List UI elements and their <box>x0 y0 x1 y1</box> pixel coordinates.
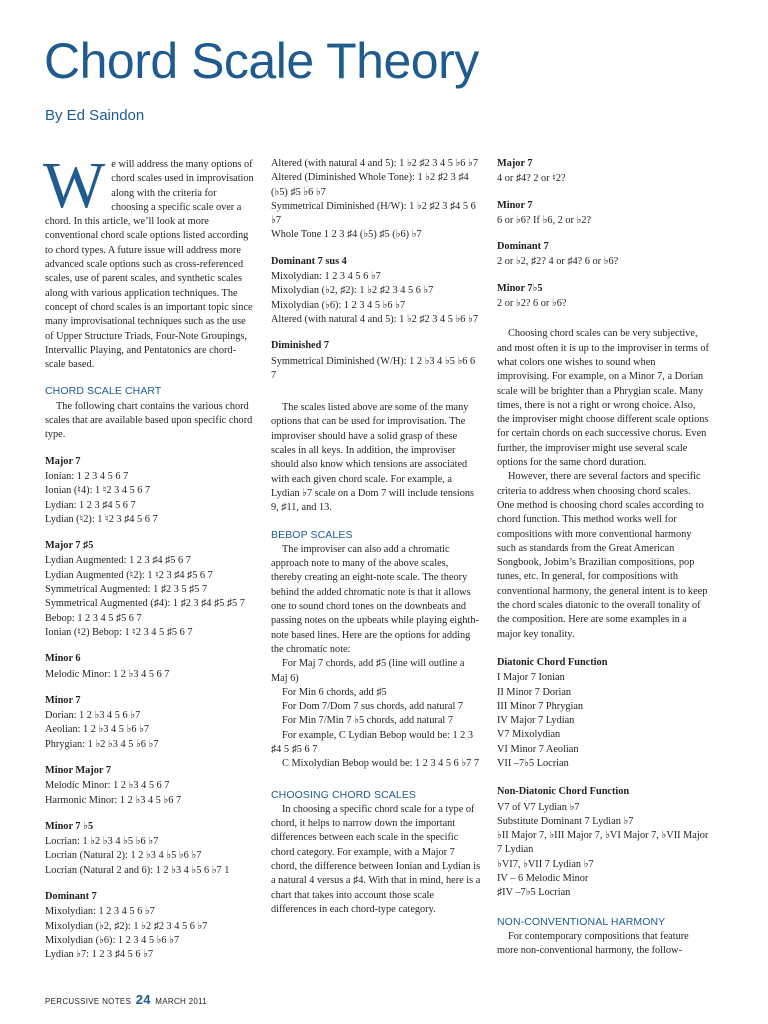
group-heading: Minor 7 <box>497 199 533 211</box>
function-line: V7 Mixolydian <box>497 729 561 741</box>
scale-group <box>45 539 256 640</box>
scale-line: Lydian Augmented (♮2): 1 ♮2 3 ♯4 ♯5 6 7 <box>45 569 213 581</box>
bebop-option: For Min 7/Min 7 ♭5 chords, add natural 7 <box>282 715 454 727</box>
column-3 <box>497 157 709 959</box>
function-line: III Minor 7 Phrygian <box>497 700 584 712</box>
bebop-option: For example, C Lydian Bebop would be: 1 2 3 ♯4 5 ♯5 6 7 <box>271 729 474 755</box>
scale-group <box>45 890 256 962</box>
scale-line: Locrian: 1 ♭2 ♭3 4 ♭5 ♭6 ♭7 <box>45 836 159 848</box>
scale-line: Mixolydian: 1 2 3 4 5 6 ♭7 <box>271 271 381 283</box>
scale-group <box>45 820 256 878</box>
scale-line: Altered (with natural 4 and 5): 1 ♭2 ♯2 3 4 5 ♭6 ♭7 <box>271 158 479 169</box>
intro-text: e will address the many options of chord scales used in improvisation along with the criteria for choosing a specific scale over a chord. In this article, we’ll look at more conventional chord scale options listed according to chord types. A future issue will address more advanced scale options such as cross-referenced scales, use of parent scales, and synthetic scales along with various application techniques. The concept of chord scales is an important topic since many improvisational techniques such as the use of Upper Structure Triads, Four-Note Groupings, Intervallic Playing, and Pentatonics are chord-scale based. <box>45 159 254 371</box>
function-line: Substitute Dominant 7 Lydian ♭7 <box>497 815 634 827</box>
section-heading-choosing-chord-scales: CHOOSING CHORD SCALES <box>271 788 417 801</box>
function-line: IV Major 7 Lydian <box>497 715 575 727</box>
group-heading: Major 7 <box>45 455 81 467</box>
bebop-option: For Dom 7/Dom 7 sus chords, add natural 7 <box>282 701 464 713</box>
scale-line: 4 or ♯4? 2 or ♮2? <box>497 173 566 185</box>
scale-line: Melodic Minor: 1 2 ♭3 4 5 6 7 <box>45 668 170 680</box>
group-heading: Minor 7♭5 <box>497 282 543 294</box>
scale-group <box>497 157 709 187</box>
scale-line: Mixolydian (♭6): 1 2 3 4 5 ♭6 ♭7 <box>271 299 406 311</box>
group-heading: Dominant 7 sus 4 <box>271 255 347 267</box>
scale-line: 2 or ♭2, ♯2? 4 or ♯4? 6 or ♭6? <box>497 256 619 268</box>
non-diatonic-heading: Non-Diatonic Chord Function <box>497 786 630 798</box>
scale-line: Ionian: 1 2 3 4 5 6 7 <box>45 470 129 482</box>
scale-line: Symmetrical Diminished (W/H): 1 2 ♭3 4 ♭5 ♭6 6 7 <box>271 355 476 381</box>
scale-line: Locrian (Natural 2 and 6): 1 2 ♭3 4 ♭5 6 ♭7 1 <box>45 864 230 876</box>
scales-paragraph: The scales listed above are some of the many options that can be used for improvisation. The improviser should have a solid grasp of these scales in all keys. In addition, the improviser should also know which tensions are associated with each given chord scale. For example, a Lydian ♭7 scale on a Dom 7 will include tensions 9, ♯11, and 13. <box>271 402 475 514</box>
issue-date: MARCH 2011 <box>155 997 208 1006</box>
page-number: 24 <box>135 992 151 1007</box>
section-heading-non-conventional-harmony: NON-CONVENTIONAL HARMONY <box>497 915 666 928</box>
scale-line: Ionian (♮4): 1 ♮2 3 4 5 6 7 <box>45 485 151 497</box>
function-line: I Major 7 Ionian <box>497 672 565 684</box>
scale-line: Bebop: 1 2 3 4 5 ♯5 6 7 <box>45 612 142 624</box>
scale-line: Mixolydian (♭2, ♯2): 1 ♭2 ♯2 3 4 5 6 ♭7 <box>45 920 208 932</box>
scale-line: Altered (Diminished Whole Tone): 1 ♭2 ♯2 3 ♯4 (♭5) ♯5 ♭6 ♭7 <box>271 172 469 198</box>
diatonic-heading: Diatonic Chord Function <box>497 656 608 668</box>
scale-group <box>497 199 709 229</box>
bebop-option: C Mixolydian Bebop would be: 1 2 3 4 5 6 ♭7 7 <box>282 758 480 770</box>
article-title: Chord Scale Theory <box>44 33 479 89</box>
scale-group <box>45 764 256 808</box>
group-heading: Diminished 7 <box>271 340 330 352</box>
scale-line: Symmetrical Diminished (H/W): 1 ♭2 ♯2 3 ♯4 5 6 ♭7 <box>271 200 476 227</box>
scale-line: Mixolydian (♭6): 1 2 3 4 5 ♭6 ♭7 <box>45 934 180 946</box>
group-heading: Minor 7 <box>45 694 81 706</box>
scale-line: Melodic Minor: 1 2 ♭3 4 5 6 7 <box>45 780 170 792</box>
group-heading: Minor Major 7 <box>45 764 111 776</box>
column-1 <box>43 149 256 963</box>
group-heading: Minor 7 ♭5 <box>45 820 94 832</box>
function-line: IV – 6 Melodic Minor <box>497 873 589 885</box>
group-heading: Major 7 <box>497 158 533 169</box>
section-heading-bebop-scales: BEBOP SCALES <box>271 528 353 541</box>
bebop-option: For Maj 7 chords, add ♯5 (line will outline a Maj 6) <box>271 658 465 684</box>
scale-group <box>497 282 709 312</box>
scale-line: Altered (with natural 4 and 5): 1 ♭2 ♯2 3 4 5 ♭6 ♭7 <box>271 313 479 325</box>
scale-line: Aeolian: 1 2 ♭3 4 5 ♭6 ♭7 <box>45 724 150 736</box>
scale-line: Phrygian: 1 ♭2 ♭3 4 5 ♭6 ♭7 <box>45 738 159 750</box>
drop-cap: W <box>43 149 106 222</box>
function-line: ♯IV –7♭5 Locrian <box>497 887 571 899</box>
column-2 <box>271 157 481 917</box>
scale-line: Harmonic Minor: 1 2 ♭3 4 5 ♭6 7 <box>45 794 182 806</box>
spacer <box>271 383 481 395</box>
function-line: V7 of V7 Lydian ♭7 <box>497 801 580 813</box>
scale-line: Whole Tone 1 2 3 ♯4 (♭5) ♯5 (♭6) ♭7 <box>271 229 422 241</box>
group-heading: Minor 6 <box>45 653 81 665</box>
magazine-name: PERCUSSIVE NOTES <box>45 997 132 1006</box>
scale-group <box>271 255 481 327</box>
choosing-paragraph: In choosing a specific chord scale for a type of chord, it helps to narrow down the important differences between each scale in the specific chord category. For example, with a Major 7 chord, the difference between Ionian and Lydian is a natural 4 versus a ♯4. With that in mind, here is a chart that takes into account those scale differences in each chord-type category. <box>271 803 481 915</box>
scale-group <box>497 240 709 270</box>
scale-line: Mixolydian (♭2, ♯2): 1 ♭2 ♯2 3 4 5 6 ♭7 <box>271 285 434 297</box>
chart-intro: The following chart contains the various chord scales that are available based upon specific chord type. <box>45 400 253 441</box>
scale-line: Mixolydian: 1 2 3 4 5 6 ♭7 <box>45 906 155 918</box>
function-line: ♭II Major 7, ♭III Major 7, ♭VI Major 7, ♭VII Major 7 Lydian <box>497 830 709 856</box>
scale-group <box>45 652 256 682</box>
function-line: ♭VI7, ♭VII 7 Lydian ♭7 <box>497 858 594 870</box>
scale-line: Symmetrical Augmented (♯4): 1 ♯2 3 ♯4 ♯5 ♯5 7 <box>45 598 245 610</box>
function-line: II Minor 7 Dorian <box>497 686 572 698</box>
group-heading: Dominant 7 <box>497 241 549 253</box>
group-heading: Major 7 ♯5 <box>45 540 94 552</box>
function-line: VII –7♭5 Locrian <box>497 757 569 769</box>
scale-group <box>45 694 256 752</box>
scale-line: Locrian (Natural 2): 1 2 ♭3 4 ♭5 ♭6 ♭7 <box>45 850 202 862</box>
byline: By Ed Saindon <box>45 107 145 124</box>
scale-group <box>45 455 256 527</box>
chord-function-paragraph: However, there are several factors and specific criteria to address when choosing chord scales. One method is choosing chord scales according to chord function. This method works well for compositions with more conventional harmony such as standards from the Great American Songbook, Jobim’s Brazilian compositions, pop tunes, etc. In general, for compositions with conventional harmony, the general intent is to keep the chord scales diatonic to the overall tonality of the composition. Here are some examples in a major key tonality. <box>497 471 708 640</box>
section-heading-chord-scale-chart: CHORD SCALE CHART <box>45 385 162 398</box>
scale-line: Lydian (♮2): 1 ♮2 3 ♯4 5 6 7 <box>45 513 158 525</box>
scale-line: Symmetrical Augmented: 1 ♯2 3 5 ♯5 7 <box>45 584 208 596</box>
scale-line: Dorian: 1 2 ♭3 4 5 6 ♭7 <box>45 710 141 722</box>
scale-line: 2 or ♭2? 6 or ♭6? <box>497 298 567 310</box>
intro-paragraph <box>43 149 256 372</box>
bebop-paragraph: The improviser can also add a chromatic approach note to many of the above scales, thereby creating an eight-note scale. The theory behind the added chromatic note is that it allows one to sound chord tones on the downbeats and passing notes on the upbeats while playing eighth-note based lines. Here are the options for adding the chromatic note: <box>271 543 479 655</box>
scale-line: 6 or ♭6? If ♭6, 2 or ♭2? <box>497 214 592 226</box>
non-conventional-paragraph: For contemporary compositions that feature more non-conventional harmony, the follow- <box>497 930 689 957</box>
bebop-option: For Min 6 chords, add ♯5 <box>282 686 387 698</box>
group-heading: Dominant 7 <box>45 891 97 903</box>
scale-line: Lydian: 1 2 3 ♯4 5 6 7 <box>45 499 136 511</box>
scale-group <box>271 339 481 383</box>
page-footer <box>45 992 207 1007</box>
scale-line: Lydian Augmented: 1 2 3 ♯4 ♯5 6 7 <box>45 555 191 567</box>
scale-line: Ionian (♮2) Bebop: 1 ♮2 3 4 5 ♯5 6 7 <box>45 626 193 638</box>
function-line: VI Minor 7 Aeolian <box>497 743 579 755</box>
scale-line: Lydian ♭7: 1 2 3 ♯4 5 6 ♭7 <box>45 949 154 961</box>
choosing-subjective-paragraph: Choosing chord scales can be very subjective, and most often it is up to the improviser in terms of what colors one wishes to sound when improvising. For example, on a Minor 7, a Dorian scale will be brighter than a Phrygian scale. Many times, there is not a right or wrong choice. Also, the improviser might choose different scale options for certain chords on each successive chorus. Even further, the improviser might use several scale options for the same chord duration. <box>497 328 709 469</box>
